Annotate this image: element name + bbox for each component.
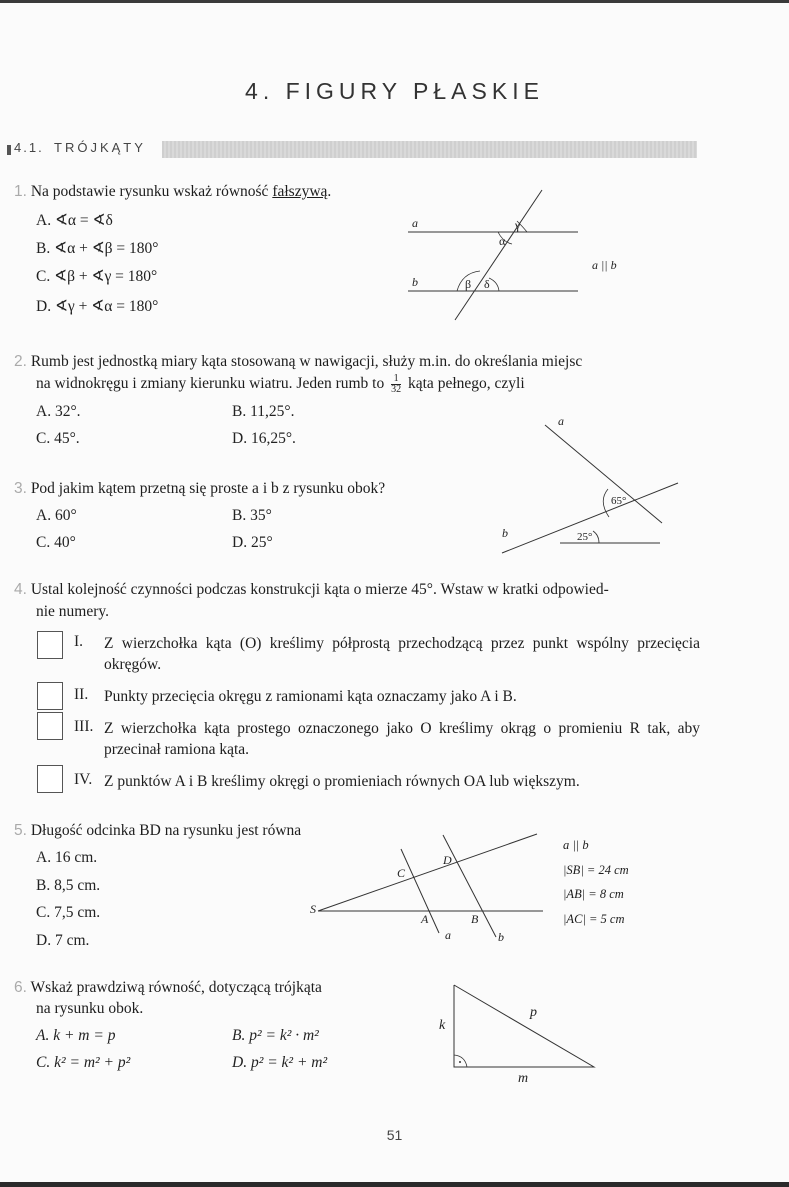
answer-box-1[interactable] [37, 631, 63, 659]
triangle [454, 985, 594, 1067]
task-6-option-d[interactable]: D. p² = k² + m² [232, 1054, 328, 1071]
task-3-text: Pod jakim kątem przetną się proste a i b z rysunku obok? [30, 480, 386, 497]
label-angle-65: 65° [611, 495, 627, 507]
step-2-text: Punkty przecięcia okręgu z ramionami kąta oznaczamy jako A i B. [104, 688, 517, 705]
task-6-line-2: na rysunku obok. [36, 1000, 144, 1017]
task-5-option-c[interactable]: C. 7,5 cm. [36, 904, 101, 921]
task-6-line-1 [14, 978, 322, 998]
task-2-option-b[interactable]: B. 11,25°. [232, 403, 295, 420]
label-a: a [412, 216, 418, 230]
task-5-number: 5. [14, 822, 27, 839]
task-2-option-a[interactable]: A. 32°. [36, 403, 81, 420]
line-a [401, 849, 439, 933]
task-5-figure [305, 825, 555, 950]
fraction-denominator: 32 [391, 384, 402, 395]
label-m: m [518, 1071, 529, 1086]
step-3-text: Z wierzchołka kąta prostego oznaczonego jako O kreślimy okrąg o promieniu R tak, aby przecinał ramiona kąta. [104, 720, 700, 758]
right-angle-arc [454, 1055, 467, 1067]
task-5-option-d[interactable]: D. 7 cm. [36, 932, 90, 949]
step-1-text: Z wierzchołka kąta (O) kreślimy półprostą przechodzącą przez punkt wspólny przecięcia okręgów. [104, 635, 700, 673]
label-b: b [412, 275, 418, 289]
label-A: A [421, 912, 429, 926]
delta-arc [489, 278, 499, 291]
given-ac: |AC| = 5 cm [563, 911, 625, 926]
task-1-text-end: . [327, 183, 332, 200]
label-a: a [558, 414, 564, 428]
line-a [545, 425, 662, 523]
task-3-option-b[interactable]: B. 35° [232, 507, 272, 524]
top-edge-line [0, 0, 789, 3]
task-3-option-d[interactable]: D. 25° [232, 534, 273, 551]
task-1-prompt [14, 182, 331, 202]
task-1-figure [400, 185, 640, 325]
task-6-option-b[interactable]: B. p² = k² · m² [232, 1027, 319, 1044]
answer-box-3[interactable] [37, 712, 63, 740]
label-p: p [530, 1005, 537, 1020]
task-6-text: Wskaż prawdziwą równość, dotyczącą trójkąta [30, 979, 322, 996]
task-4-line-2: nie numery. [36, 603, 110, 620]
task-6-option-a[interactable]: A. k + m = p [36, 1027, 116, 1044]
bottom-edge-line [0, 1182, 789, 1187]
section-marker [7, 145, 11, 155]
fraction-numerator: 1 [391, 374, 401, 385]
task-3-prompt [14, 479, 385, 499]
task-2-text-2: na widnokręgu i zmiany kierunku wiatru. Jeden rumb to [36, 375, 385, 393]
right-angle-dot [459, 1061, 461, 1063]
section-number: 4.1. [14, 140, 44, 155]
task-2-text: Rumb jest jednostką miary kąta stosowaną w nawigacji, służy m.in. do określania miejsc [30, 353, 583, 370]
label-b: b [502, 526, 508, 540]
task-3-option-a[interactable]: A. 60° [36, 507, 77, 524]
task-3-option-c[interactable]: C. 40° [36, 534, 76, 551]
task-1-option-c[interactable]: C. ∢β + ∢γ = 180° [36, 268, 158, 285]
answer-box-4[interactable] [37, 765, 63, 793]
given-sb: |SB| = 24 cm [563, 862, 629, 877]
answer-box-2[interactable] [37, 682, 63, 710]
task-2-text-3: kąta pełnego, czyli [408, 375, 525, 393]
label-line-a: a [445, 928, 451, 942]
step-4-numeral: IV. [74, 771, 93, 788]
label-beta: β [465, 277, 472, 291]
step-1-numeral: I. [74, 633, 84, 650]
task-5-option-a[interactable]: A. 16 cm. [36, 849, 98, 866]
task-1-option-a[interactable]: A. ∢α = ∢δ [36, 212, 113, 229]
step-2-numeral: II. [74, 686, 89, 703]
task-1-number: 1. [14, 183, 27, 200]
line-sd [318, 834, 537, 911]
label-B: B [471, 912, 479, 926]
label-gamma: γ [515, 218, 521, 232]
label-S: S [310, 902, 316, 916]
given-ab: |AB| = 8 cm [563, 887, 624, 901]
transversal [455, 190, 542, 320]
fraction-one-over-32 [391, 374, 401, 395]
task-6-option-c[interactable]: C. k² = m² + p² [36, 1054, 131, 1071]
task-6-figure [430, 975, 630, 1085]
task-2-number: 2. [14, 353, 27, 370]
given-parallel: a || b [563, 838, 589, 852]
task-2-option-c[interactable]: C. 45°. [36, 430, 80, 447]
label-delta: δ [484, 277, 490, 291]
parallel-note: a || b [592, 258, 617, 272]
task-1-underlined: fałszywą [272, 183, 328, 200]
label-alpha: α [499, 234, 506, 248]
task-4-line-1 [14, 580, 609, 600]
section-title: TRÓJKĄTY [54, 140, 146, 155]
task-6-number: 6. [14, 979, 27, 996]
task-4-number: 4. [14, 581, 27, 598]
task-2-line-2 [36, 374, 525, 395]
step-4-text: Z punktów A i B kreślimy okręgi o promieniach równych OA lub większym. [104, 773, 580, 790]
step-3-numeral: III. [74, 718, 94, 735]
task-5-given [563, 833, 629, 931]
task-2-option-d[interactable]: D. 16,25°. [232, 430, 296, 447]
label-C: C [397, 866, 406, 880]
line-b [443, 835, 496, 937]
chapter-title: 4. FIGURY PŁASKIE [245, 78, 544, 104]
label-angle-25: 25° [577, 531, 593, 543]
page-number: 51 [386, 1127, 403, 1143]
label-D: D [443, 853, 452, 867]
task-2-line-1 [14, 352, 582, 372]
task-4-text: Ustal kolejność czynności podczas konstrukcji kąta o mierze 45°. Wstaw w kratki odpowied- [30, 581, 609, 598]
task-5-option-b[interactable]: B. 8,5 cm. [36, 877, 101, 894]
task-3-number: 3. [14, 480, 27, 497]
task-1-option-b[interactable]: B. ∢α + ∢β = 180° [36, 240, 159, 257]
task-1-text: Na podstawie rysunku wskaż równość [30, 183, 269, 200]
label-line-b: b [498, 930, 504, 944]
task-1-option-d[interactable]: D. ∢γ + ∢α = 180° [36, 298, 159, 315]
task-5-text: Długość odcinka BD na rysunku jest równa [30, 822, 302, 839]
angle-25-arc [593, 531, 599, 543]
task-5-prompt [14, 821, 301, 841]
label-k: k [439, 1018, 446, 1033]
section-bar [162, 141, 697, 158]
task-3-figure [490, 405, 680, 565]
